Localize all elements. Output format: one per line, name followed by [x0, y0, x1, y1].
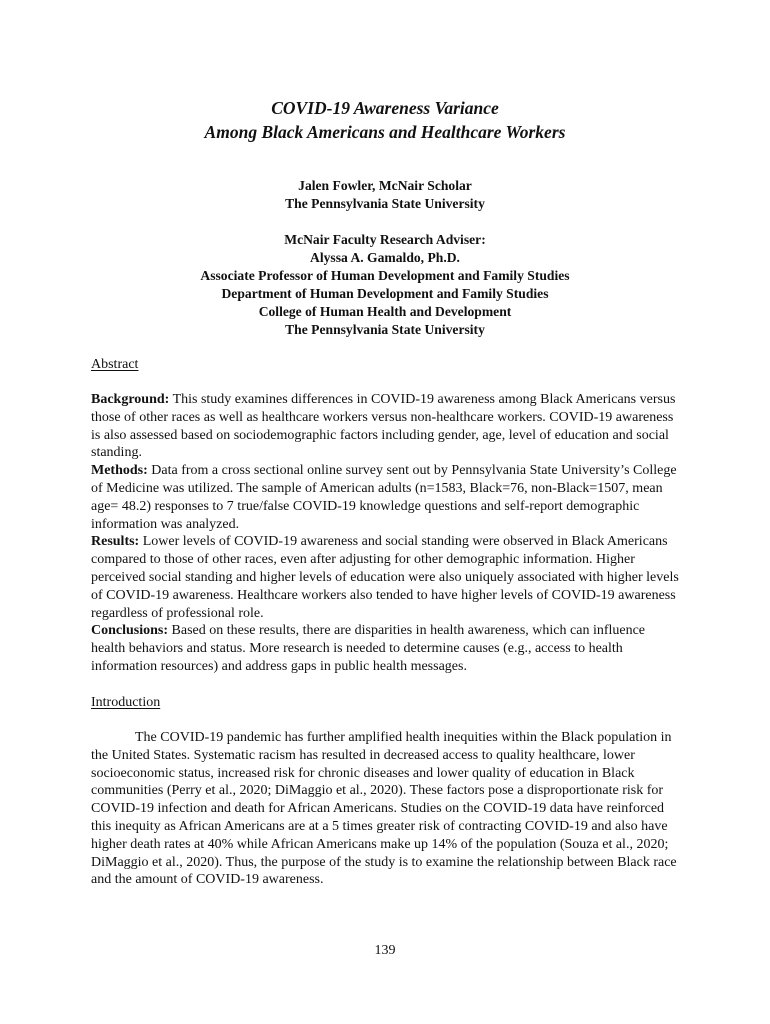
abstract-heading: Abstract: [91, 357, 139, 372]
methods-text: Data from a cross sectional online survey sent out by Pennsylvania State University’s College of Medicine was utilized. The sample of American adults (n=1583, Black=76, non-Black=1507, mean age= 48.2) responses to 7 true/false COVID-19 knowledge questions and self-report demographic information was analyzed.: [91, 463, 677, 532]
adviser-department: Department of Human Development and Family Studies: [221, 286, 549, 301]
abstract-conclusions: [91, 622, 681, 675]
conclusions-label: Conclusions:: [91, 623, 169, 639]
background-text: This study examines differences in COVID-19 awareness among Black Americans versus those of other races as well as healthcare workers versus non-healthcare workers. COVID-19 awareness is also assessed based on sociodemographic factors including gender, age, level of education and social standing.: [91, 392, 676, 461]
adviser-college: College of Human Health and Development: [258, 304, 512, 319]
adviser-label: McNair Faculty Research Adviser:: [284, 232, 486, 247]
paper-title: [0, 96, 770, 144]
results-label: Results:: [91, 534, 140, 550]
author-university: The Pennsylvania State University: [285, 196, 485, 211]
author-name: Jalen Fowler, McNair Scholar: [298, 178, 472, 193]
adviser-university: The Pennsylvania State University: [285, 322, 485, 337]
introduction-body: [91, 729, 681, 889]
results-text: Lower levels of COVID-19 awareness and social standing were observed in Black Americans compared to those of other races, even after adjusting for other demographic information. Higher perceived social standing and higher levels of education were also uniquely associated with higher levels of COVID-19 awareness. Healthcare workers also tended to have higher levels of COVID-19 awareness regardless of professional role.: [91, 534, 679, 621]
title-line-1: COVID-19 Awareness Variance: [271, 98, 499, 118]
author-block: [0, 177, 770, 213]
title-line-2: Among Black Americans and Healthcare Workers: [204, 122, 566, 142]
methods-label: Methods:: [91, 463, 148, 479]
abstract-body: [91, 391, 681, 676]
adviser-name: Alyssa A. Gamaldo, Ph.D.: [310, 250, 460, 265]
abstract-methods: [91, 462, 681, 533]
conclusions-text: Based on these results, there are disparities in health awareness, which can influence health behaviors and status. More research is needed to determine causes (e.g., access to health information resources) and address gaps in public health messages.: [91, 623, 646, 674]
adviser-position: Associate Professor of Human Development and Family Studies: [200, 268, 570, 283]
adviser-block: [0, 231, 770, 339]
page-number: 139: [374, 943, 396, 958]
background-label: Background:: [91, 392, 170, 407]
introduction-paragraph: The COVID-19 pandemic has further amplified health inequities within the Black population in the United States. Systematic racism has resulted in decreased access to quality healthcare, lower socioeconomic status, increased risk for chronic diseases and lower quality of education in Black communities (Perry et al., 2020; DiMaggio et al., 2020). These factors pose a disproportionate risk for COVID-19 infection and death for African Americans. Studies on the COVID-19 data have reinforced this inequity as African Americans are at a 5 times greater risk of contracting COVID-19 and also have higher death rates at 40% while African Americans make up 14% of the population (Souza et al., 2020; DiMaggio et al., 2020). Thus, the purpose of the study is to examine the relationship between Black race and the amount of COVID-19 awareness.: [91, 730, 677, 888]
introduction-heading: Introduction: [91, 695, 161, 710]
abstract-results: [91, 533, 681, 622]
abstract-background: [91, 391, 681, 462]
